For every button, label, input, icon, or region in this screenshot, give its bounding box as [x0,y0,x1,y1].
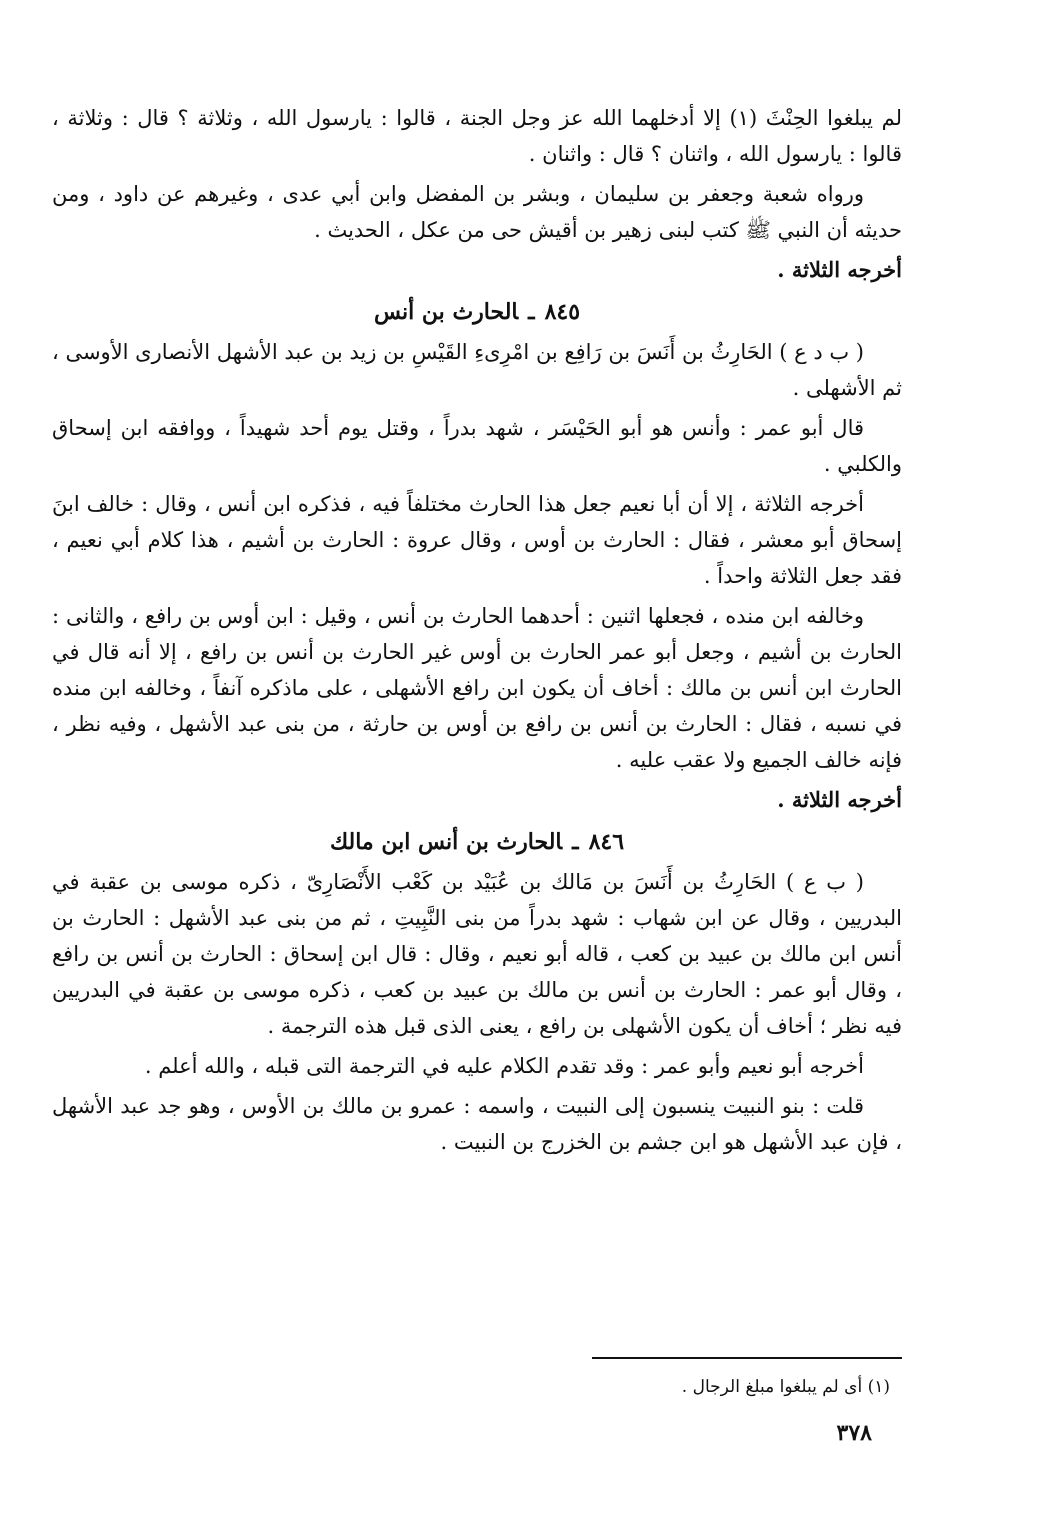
paragraph-continued-hadith: لم يبلغوا الحِنْثَ (١) إلا أدخلهما الله عز وجل الجنة ، قالوا : يارسول الله ، وثلاثة ؟ قال : وثلاثة ، قالوا : يارسول الله ، واثنان ؟ قال : واثنان . [52,106,902,166]
entry-title: الحارث بن أنس [373,299,519,325]
entry-846-lineage: ( ب ع ) الحَارِثُ بن أَنَسَ بن مَالك بن عُبَيْد بن كَعْب الأَنْصَارِىّ ، ذكره موسى بن عقبة في البدريين ، وقال عن ابن شهاب : شهد بدراً من بنى النَّبِيتِ ، ثم من بنى عبد الأشهل : الحارث بن أنس ابن مالك بن عبيد بن كعب ، قاله أبو نعيم ، وقال : قال ابن إسحاق : الحارث بن أنس بن رافع ، وقال أبو عمر : الحارث بن أنس بن مالك بن عبيد بن كعب ، ذكره موسى بن عقبة في البدريين فيه نظر ؛ أخاف أن يكون الأشهلى بن رافع ، يعنى الذى قبل هذه الترجمة . [52,870,902,1038]
paragraph-narration: ورواه شعبة وجعفر بن سليمان ، وبشر بن المفضل وابن أبي عدى ، وغيرهم عن داود ، ومن حديثه أن النبي ﷺ كتب لبنى زهير بن أقيش حى من عكل ، الحديث . [52,182,902,242]
book-page [52,100,902,1500]
entry-title: الحارث بن أنس ابن مالك [329,829,563,855]
page-number: ٣٧٨ [836,1420,872,1446]
entry-dash: ـ [528,299,535,325]
source-note: أخرجه الثلاثة . [777,257,902,282]
entry-number: ٨٤٥ [544,299,581,325]
entry-845-abu-nuaym: أخرجه الثلاثة ، إلا أن أبا نعيم جعل هذا الحارث مختلفاً فيه ، فذكره ابن أنس ، وقال : خالف ابنَ إسحاق أبو معشر ، فقال : الحارث بن أوس ، وقال عروة : الحارث بن أشيم ، هذا كلام أبي نعيم ، فقد جعل الثلاثة واحداً . [52,492,902,588]
entry-846-source: أخرجه أبو نعيم وأبو عمر : وقد تقدم الكلام عليه في الترجمة التى قبله ، والله أعلم . [144,1054,864,1078]
entry-845-ibn-mandah: وخالفه ابن منده ، فجعلها اثنين : أحدهما الحارث بن أنس ، وقيل : ابن أوس بن رافع ، والثانى : الحارث بن أشيم ، وجعل أبو عمر الحارث بن أوس غير الحارث بن أنس بن رافع ، إلا أنه قال في الحارث ابن أنس بن مالك : أخاف أن يكون ابن رافع الأشهلى ، على ماذكره آنفاً ، وخالفه ابن منده في نسبه ، فقال : الحارث بن أنس بن رافع بن أوس بن حارثة ، من بنى عبد الأشهل ، وفيه نظر ، فإنه خالف الجميع ولا عقب عليه . [52,604,902,772]
entry-846-author-note: قلت : بنو النبيت ينسبون إلى النبيت ، واسمه : عمرو بن مالك بن الأوس ، وهو جد عبد الأشهل ، فإن عبد الأشهل هو ابن جشم بن الخزرج بن النبيت . [52,1094,902,1154]
entry-845-abu-umar: قال أبو عمر : وأنس هو أبو الحَيْسَر ، شهد بدراً ، وقتل يوم أحد شهيداً ، ووافقه ابن إسحاق والكلبي . [52,416,902,476]
entry-845-source: أخرجه الثلاثة . [777,787,902,812]
entry-number: ٨٤٦ [588,829,625,855]
entry-dash: ـ [572,829,579,855]
footnote-divider [592,1357,902,1359]
entry-heading-846 [52,824,902,860]
entry-heading-845 [52,294,902,330]
footnote: (١) أى لم يبلغوا مبلغ الرجال . [681,1377,890,1397]
entry-845-lineage: ( ب د ع ) الحَارِثُ بن أَنَسَ بن رَافِع بن امْرِىءِ القَيْسِ بن زيد بن عبد الأشهل الأنصارى الأوسى ، ثم الأشهلى . [52,340,902,400]
